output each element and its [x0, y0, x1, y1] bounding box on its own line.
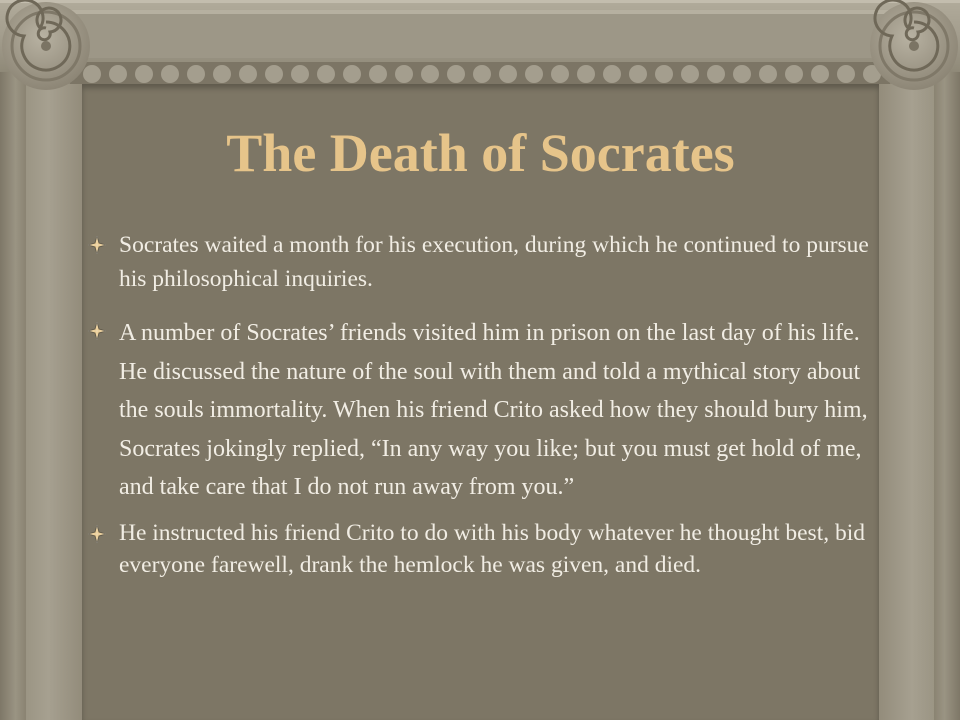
pillar-left	[26, 84, 82, 720]
diamond-cross-bullet-icon	[88, 236, 106, 254]
column-capital-graphic	[0, 0, 960, 92]
bullet-text: A number of Socrates’ friends visited him in prison on the last day of his life. He discussed the nature of the soul with them and told a mythical story about the souls immortality. When his friend Crito asked how they should bury him, Socrates jokingly replied, “In any way you like; but you must get hold of me, and take care that I do not run away from you.”	[119, 320, 868, 500]
capital-bead-row	[70, 62, 890, 84]
bullet-item	[88, 517, 888, 581]
diamond-cross-bullet-icon	[88, 322, 106, 340]
bullet-list	[88, 228, 888, 581]
bullet-item	[88, 228, 888, 296]
frame-right	[934, 70, 960, 720]
bullet-item	[88, 314, 888, 507]
column-capital	[0, 0, 960, 92]
bullet-text: Socrates waited a month for his execution, during which he continued to pursue his philosophical inquiries.	[119, 232, 869, 292]
frame-left	[0, 70, 26, 720]
slide-title: The Death of Socrates	[226, 123, 735, 183]
diamond-cross-bullet-icon	[88, 525, 106, 543]
bullet-text: He instructed his friend Crito to do with his body whatever he thought best, bid everyone farewell, drank the hemlock he was given, and died.	[119, 519, 866, 578]
